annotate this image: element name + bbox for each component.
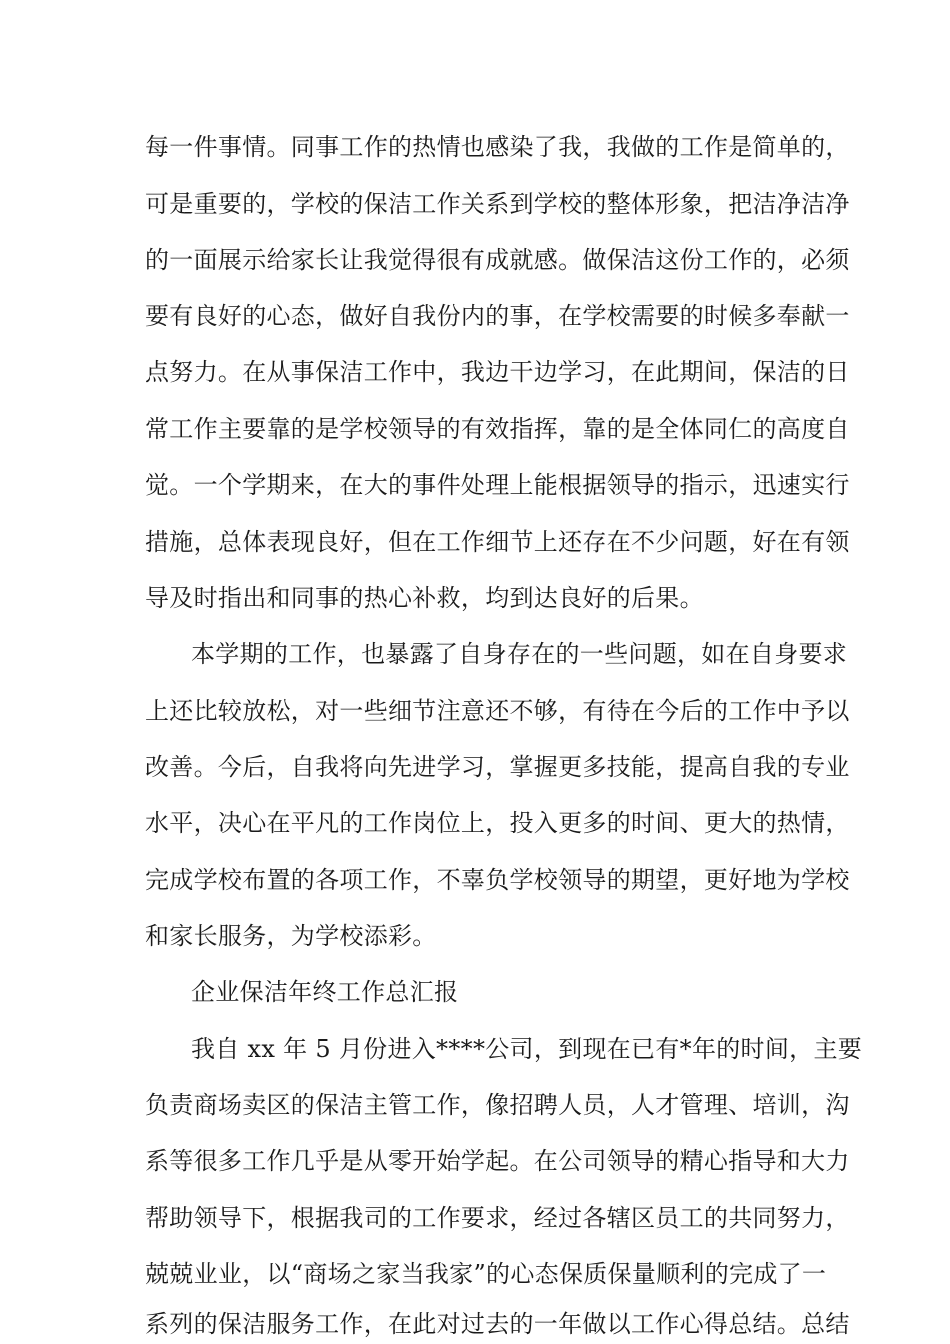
text-line: 系等很多工作几乎是从零开始学起。在公司领导的精心指导和大力: [145, 1147, 850, 1175]
text-line: 上还比较放松，对一些细节注意还不够，有待在今后的工作中予以: [145, 697, 850, 725]
text-line: 帮助领导下，根据我司的工作要求，经过各辖区员工的共同努力，: [145, 1204, 850, 1232]
text-line: 兢兢业业，以“商场之家当我家”的心态保质保量顺利的完成了一: [145, 1260, 827, 1288]
text-line: 导及时指出和同事的热心补救，均到达良好的后果。: [145, 584, 704, 612]
section-heading: 企业保洁年终工作总汇报: [191, 978, 459, 1006]
text-line: 每一件事情。同事工作的热情也感染了我，我做的工作是简单的，: [145, 133, 850, 161]
text-line: 本学期的工作，也暴露了自身存在的一些问题，如在自身要求: [191, 640, 848, 668]
text-line: 水平，决心在平凡的工作岗位上，投入更多的时间、更大的热情，: [145, 809, 850, 837]
text-line: 要有良好的心态，做好自我份内的事，在学校需要的时候多奉献一: [145, 302, 850, 330]
text-line: 我自 xx 年 5 月份进入****公司，到现在已有*年的时间，主要: [191, 1035, 863, 1063]
text-line: 可是重要的，学校的保洁工作关系到学校的整体形象，把洁净洁净: [145, 190, 850, 218]
text-line: 完成学校布置的各项工作，不辜负学校领导的期望，更好地为学校: [145, 866, 850, 894]
text-line: 改善。今后，自我将向先进学习，掌握更多技能，提高自我的专业: [145, 753, 850, 781]
text-line: 点努力。在从事保洁工作中，我边干边学习，在此期间，保洁的日: [145, 358, 850, 386]
text-line: 和家长服务，为学校添彩。: [145, 922, 437, 950]
text-line: 措施，总体表现良好，但在工作细节上还存在不少问题，好在有领: [145, 528, 850, 556]
text-line: 负责商场卖区的保洁主管工作，像招聘人员，人才管理、培训，沟: [145, 1091, 850, 1119]
text-line: 觉。一个学期来，在大的事件处理上能根据领导的指示，迅速实行: [145, 471, 850, 499]
text-line: 的一面展示给家长让我觉得很有成就感。做保洁这份工作的，必须: [145, 246, 850, 274]
text-line: 常工作主要靠的是学校领导的有效指挥，靠的是全体同仁的高度自: [145, 415, 850, 443]
text-line: 系列的保洁服务工作，在此对过去的一年做以工作心得总结。总结: [145, 1310, 850, 1338]
